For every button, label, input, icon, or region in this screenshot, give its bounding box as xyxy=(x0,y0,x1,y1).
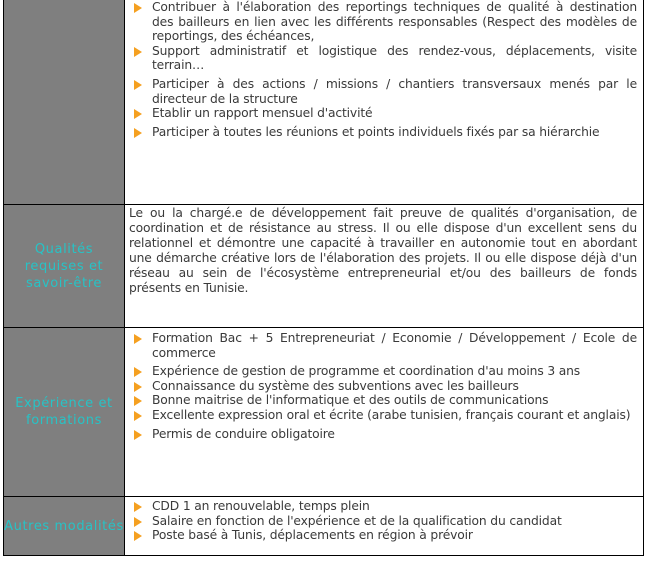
list-item: Participer à toutes les réunions et points individuels fixés par sa hiérarchie xyxy=(129,125,637,140)
bullet-icon xyxy=(134,80,142,90)
table-row-experience xyxy=(4,328,644,497)
row-content-missions xyxy=(125,0,644,205)
bullet-icon xyxy=(134,531,142,541)
table-row-qualities xyxy=(4,205,644,328)
bullet-icon xyxy=(134,517,142,527)
row-label-qualities: Qualités requises et savoir-être xyxy=(4,205,125,328)
row-label-experience: Expérience et formations xyxy=(4,328,125,497)
table-row-other-terms xyxy=(4,497,644,556)
table-row-missions xyxy=(4,0,644,205)
row-label-missions xyxy=(4,0,125,205)
bullet-icon xyxy=(134,128,142,138)
bullet-icon xyxy=(134,109,142,119)
job-description-table xyxy=(3,0,644,556)
row-label-other-terms: Autres modalités xyxy=(4,497,125,556)
list-item: Poste basé à Tunis, déplacements en région à prévoir xyxy=(129,528,637,543)
bullet-icon xyxy=(134,382,142,392)
list-item: Etablir un rapport mensuel d'activité xyxy=(129,106,637,121)
row-content-experience xyxy=(125,328,644,497)
list-item: Connaissance du système des subventions avec les bailleurs xyxy=(129,379,637,394)
list-item: CDD 1 an renouvelable, temps plein xyxy=(129,499,637,514)
bullet-icon xyxy=(134,334,142,344)
bullet-icon xyxy=(134,502,142,512)
bullet-icon xyxy=(134,367,142,377)
experience-list xyxy=(129,331,637,441)
bullet-icon xyxy=(134,396,142,406)
other-terms-list xyxy=(129,499,637,543)
list-item: Formation Bac + 5 Entrepreneuriat / Economie / Développement / Ecole de commerce xyxy=(129,331,637,360)
list-item: Bonne maitrise de l'informatique et des outils de communications xyxy=(129,393,637,408)
bullet-icon xyxy=(134,3,142,13)
missions-list xyxy=(129,0,637,139)
list-item: Expérience de gestion de programme et coordination d'au moins 3 ans xyxy=(129,364,637,379)
list-item: Participer à des actions / missions / chantiers transversaux menés par le directeur de la structure xyxy=(129,77,637,106)
bullet-icon xyxy=(134,411,142,421)
list-item: Contribuer à l'élaboration des reportings techniques de qualité à destination des bailleurs en lien avec les différents responsables (Respect des modèles de reportings, des échéances, xyxy=(129,0,637,44)
row-content-other-terms xyxy=(125,497,644,556)
list-item: Permis de conduire obligatoire xyxy=(129,427,637,442)
list-item: Excellente expression oral et écrite (arabe tunisien, français courant et anglais) xyxy=(129,408,637,423)
qualities-paragraph: Le ou la chargé.e de développement fait preuve de qualités d'organisation, de coordination et de résistance au stress. Il ou elle dispose d'un excellent sens du relationnel et démontre une capacité à travailler en autonomie tout en abordant une démarche créative lors de l'élaboration des projets. Il ou elle dispose déjà d'un réseau au sein de l'écosystème entrepreneurial et/ou des bailleurs de fonds présents en Tunisie. xyxy=(129,206,637,295)
list-item: Support administratif et logistique des rendez-vous, déplacements, visite terrain… xyxy=(129,44,637,73)
bullet-icon xyxy=(134,430,142,440)
bullet-icon xyxy=(134,47,142,57)
row-content-qualities xyxy=(125,205,644,328)
list-item: Salaire en fonction de l'expérience et de la qualification du candidat xyxy=(129,514,637,529)
